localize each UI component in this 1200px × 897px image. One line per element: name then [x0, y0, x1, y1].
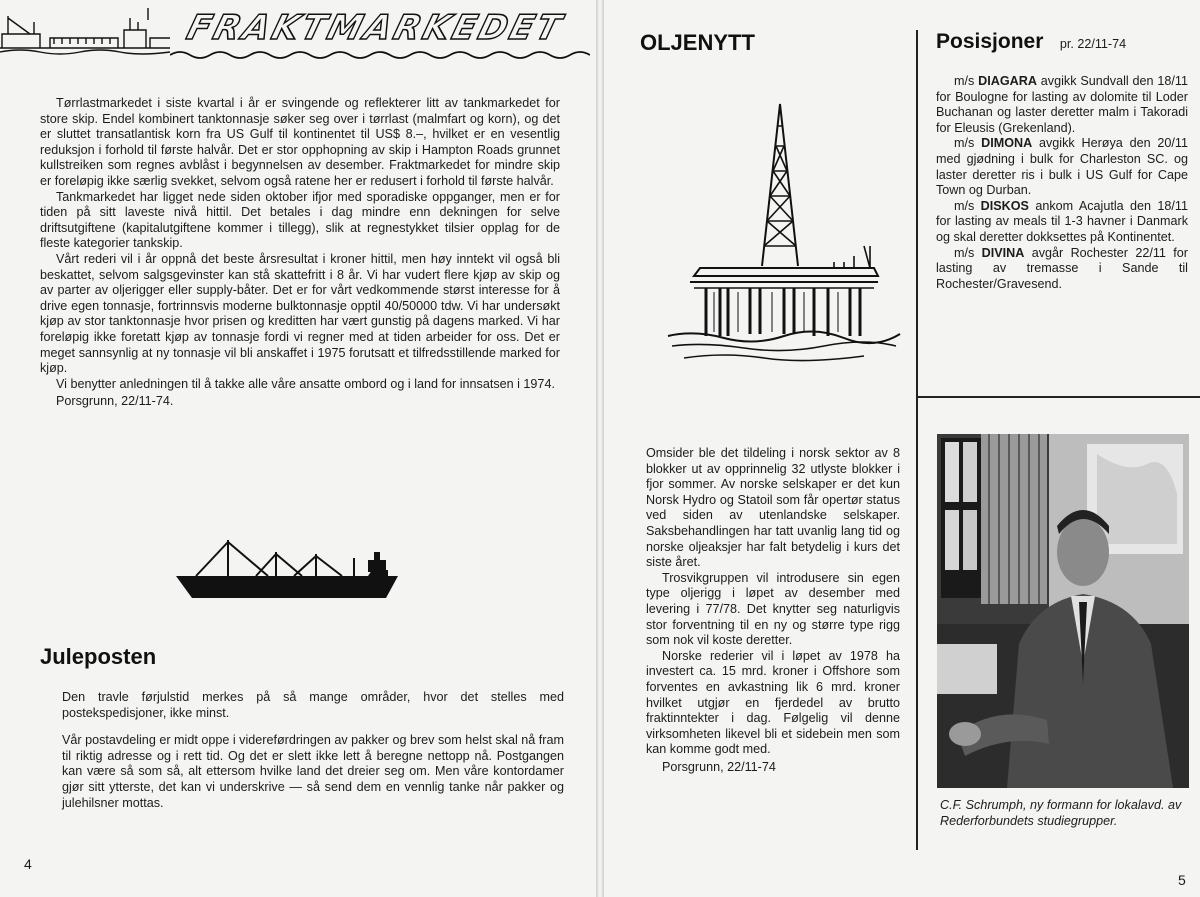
position-entry: [936, 136, 1188, 198]
section-title-fraktmarkedet: FRAKTMARKEDET: [182, 8, 569, 48]
position-text: avgikk Sundvall den 18/11 for Boulogne for lasting av dolomite til Loder Buchanan og laster deretter malm i Takoradi for Eleusis (Grekenland).: [936, 74, 1188, 135]
oil-rig-illustration: [664, 96, 904, 376]
column-divider: [916, 30, 918, 850]
ship-prefix: m/s: [954, 245, 982, 260]
portrait-photo: [937, 434, 1189, 788]
position-text: avgår Rochester 22/11 for lasting av tremasse i Sande til Rochester/Gravesend.: [936, 245, 1188, 291]
article-signature: Porsgrunn, 22/11-74.: [56, 394, 174, 409]
ship-prefix: m/s: [954, 198, 981, 213]
fraktmarkedet-article: [40, 96, 560, 410]
article-paragraph: Vår postavdeling er midt oppe i videreførdringen av pakker og brev som helst skal nå fram til riktig adresse og i rett tid. Og det er slett ikke lett å beregne nettopp nå. Postgangen kan være så som så, alt ettersom hvilke land det dreier seg om. Men våre kontordamer gjør sitt ytterste, det kan vi underskrive — så send dem en vennlig tanke når pakker og julehilsner mottas.: [62, 733, 564, 810]
article-paragraph: Omsider ble det tildeling i norsk sektor av 8 blokker ut av opprinnelig 32 utlyste blokker i fjor sommer. Av norske selskaper er det kun Norsk Hydro og Statoil som får opertør status ved siden av utenlandske selskaper. Saksbehandlingen har tatt uvanlig lang tid og norske oljeaksjer har falt betydelig i kurs det siste året.: [646, 446, 900, 570]
ship-name: DIVINA: [981, 245, 1025, 260]
article-paragraph: Vi benytter anledningen til å takke alle våre ansatte ombord og i land for innsatsen i 1974.: [56, 376, 555, 391]
juleposten-article: [62, 690, 564, 811]
section-title-posisjoner: Posisjoner: [936, 30, 1044, 53]
header-ship-sketch: [0, 8, 175, 68]
ship-name: DIMONA: [981, 136, 1033, 151]
article-paragraph: Vårt rederi vil i år oppnå det beste årsresultat i kroner hittil, men høy inntekt vil også bli beskattet, selvom salgsgevinster kan stå skattefritt i 8 år. Vi har vudert flere kjøp av skip og av parter av oljerigger eller supply-båter. Det er for vårt vedkommende størst interesse for å drive egen tonnasje, fortrinnsvis moderne bulktonnasje opptil 40/50000 tdw. Vi har undersøkt kjøp av stor tanktonnasje hvor prisen og kreditten har vært gunstig på dagens marked. Vi har foreløpig ikke foretatt kjøp av tonnasje fordi vi regner med at tiden arbeider for oss. Det er meget sannsynlig at ny tonnasje vil bli anskaffet i 1975 forutsatt et tilfredsstillende marked for kjøp.: [40, 251, 560, 376]
article-paragraph: Trosvikgruppen vil introdusere sin egen type oljerigg i løpet av desember med levering i 77/78. Det knytter seg naturligvis stor forventning til en ny og større type rigg som nok vil koste deretter.: [646, 570, 900, 648]
book-gutter: [596, 0, 604, 897]
position-text: avgikk Herøya den 20/11 med gjødning i bulk for Charleston SC. og laster deretter ris i bulk i US Gulf for Cape Town og Durban.: [936, 136, 1188, 198]
position-entry: [936, 74, 1188, 136]
article-paragraph: Norske rederier vil i løpet av 1978 ha investert ca. 15 mrd. kroner i Offshore som forventes en avkastning lik 6 mrd. kroner hvilket utgjør en fjerdedel av brutto fraktinntekter i dag. Følgelig vil denne virksomheten likevel bli et sidebein men som kan komme godt med.: [646, 648, 900, 757]
section-title-oljenytt: OLJENYTT: [640, 30, 755, 55]
article-paragraph: Den travle førjulstid merkes på så mange områder, hvor det stelles med postekspedisjoner, ikke minst.: [62, 690, 564, 720]
right-page: [604, 0, 1200, 897]
posisjoner-header: [936, 30, 1192, 54]
oljenytt-article: [646, 446, 900, 775]
section-title-juleposten: Juleposten: [40, 644, 157, 669]
ship-prefix: m/s: [954, 136, 982, 151]
article-signature: Porsgrunn, 22/11-74: [662, 759, 776, 774]
position-text: ankom Acajutla den 18/11 for lasting av meals til 1-3 havner i Danmark og skal deretter dokksettes på Kontinentet.: [936, 198, 1188, 244]
section-divider: [916, 396, 1200, 398]
posisjoner-date: pr. 22/11-74: [1059, 37, 1127, 51]
ship-name: DIAGARA: [978, 74, 1037, 88]
cargo-ship-illustration: [172, 532, 402, 602]
title-wave-underline: [170, 48, 590, 62]
position-entry: [936, 246, 1188, 293]
article-paragraph: Tankmarkedet har ligget nede siden oktober ifjor med sporadiske oppganger, men er for tiden på sitt laveste nivå hittil. Det betales i dag mindre enn dekningen for selve driftsutgiftene (kapitalutgiftene kommer i tillegg), slik at regnestykket tilsier opplag for de fleste kategorier tankskip.: [40, 189, 560, 251]
position-entry: [936, 199, 1188, 246]
page-number: 4: [24, 856, 32, 872]
left-page: [0, 0, 596, 897]
page-number: 5: [1178, 872, 1186, 888]
article-paragraph: Tørrlastmarkedet i siste kvartal i år er svingende og reflekterer litt av tankmarkedet for store skip. Endel kombinert tanktonnasje søker seg over i tørrlast (malmfart og korn), og det er sluttet transatlantisk korn fra US Gulf til kontinentet til US$ 8.–, hvilket er en vesentlig reduksjon i forhold til første halvår. Det er stor opphopning av skip i Hampton Roads grunnet kullstreiken som regnes avblåst i begynnelsen av desember. Fraktmarkedet for mindre skip er foreløpig ikke særlig svekket, selvom også ratene her er redusert i forhold til første halvår.: [40, 96, 560, 188]
posisjoner-list: [936, 74, 1188, 292]
ship-prefix: m/s: [954, 74, 979, 88]
ship-name: DISKOS: [980, 198, 1029, 213]
photo-caption: C.F. Schrumph, ny formann for lokalavd. av Rederforbundets studiegrupper.: [940, 798, 1182, 828]
